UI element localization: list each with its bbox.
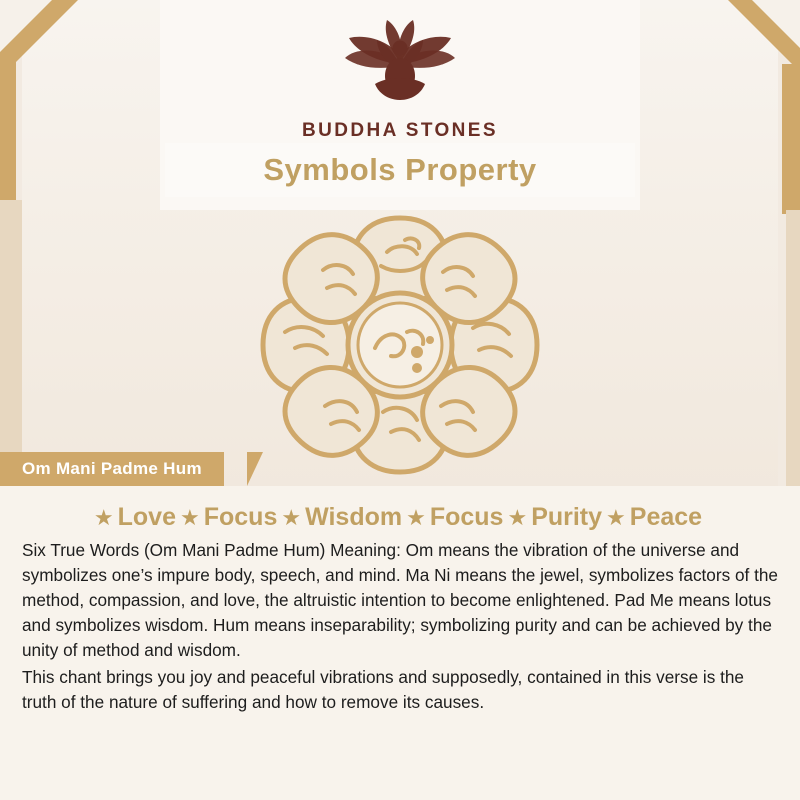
brand-logo	[0, 18, 800, 142]
body-paragraph: Six True Words (Om Mani Padme Hum) Meaning: Om means the vibration of the universe and symbolizes one’s impure body, speech, and mind. Ma Ni means the jewel, symbolizes factors of the method, compassion, and love, the altruistic intention to become enlightened. Pad Me means lotus and symbolizes wisdom. Hum means inseparability; symbolizing purity and can be achieved by the unity of method and wisdom.	[22, 540, 778, 661]
ribbon-label-text: Om Mani Padme Hum	[22, 459, 202, 478]
star-icon: ★	[281, 504, 302, 530]
brand-name: BUDDHA STONES	[302, 120, 498, 141]
lotus-meditation-figure-icon	[305, 18, 495, 118]
keyword-item: Focus	[203, 503, 278, 531]
star-icon: ★	[406, 504, 426, 530]
keyword-row	[0, 486, 800, 538]
ribbon-notch	[247, 452, 263, 486]
mandala-illustration	[0, 200, 800, 490]
keyword-item: Wisdom	[305, 503, 403, 531]
star-icon: ★	[606, 504, 626, 530]
star-icon: ★	[507, 504, 528, 530]
ribbon-label	[0, 452, 224, 486]
body-paragraph: This chant brings you joy and peaceful vibrations and supposedly, contained in this verse is the truth of the nature of suffering and how to remove its causes.	[22, 666, 744, 712]
title-banner	[165, 143, 635, 197]
keyword-item: Peace	[629, 503, 703, 531]
eight-petal-lotus-mandala-icon	[235, 200, 565, 490]
star-icon: ★	[180, 504, 200, 530]
keyword-item: Focus	[429, 503, 504, 531]
description-section	[0, 486, 800, 800]
keyword-item: Purity	[531, 503, 603, 531]
page-title: Symbols Property	[263, 152, 537, 187]
keyword-item: Love	[117, 503, 176, 531]
star-icon: ★	[93, 504, 114, 530]
body-text	[0, 538, 800, 715]
